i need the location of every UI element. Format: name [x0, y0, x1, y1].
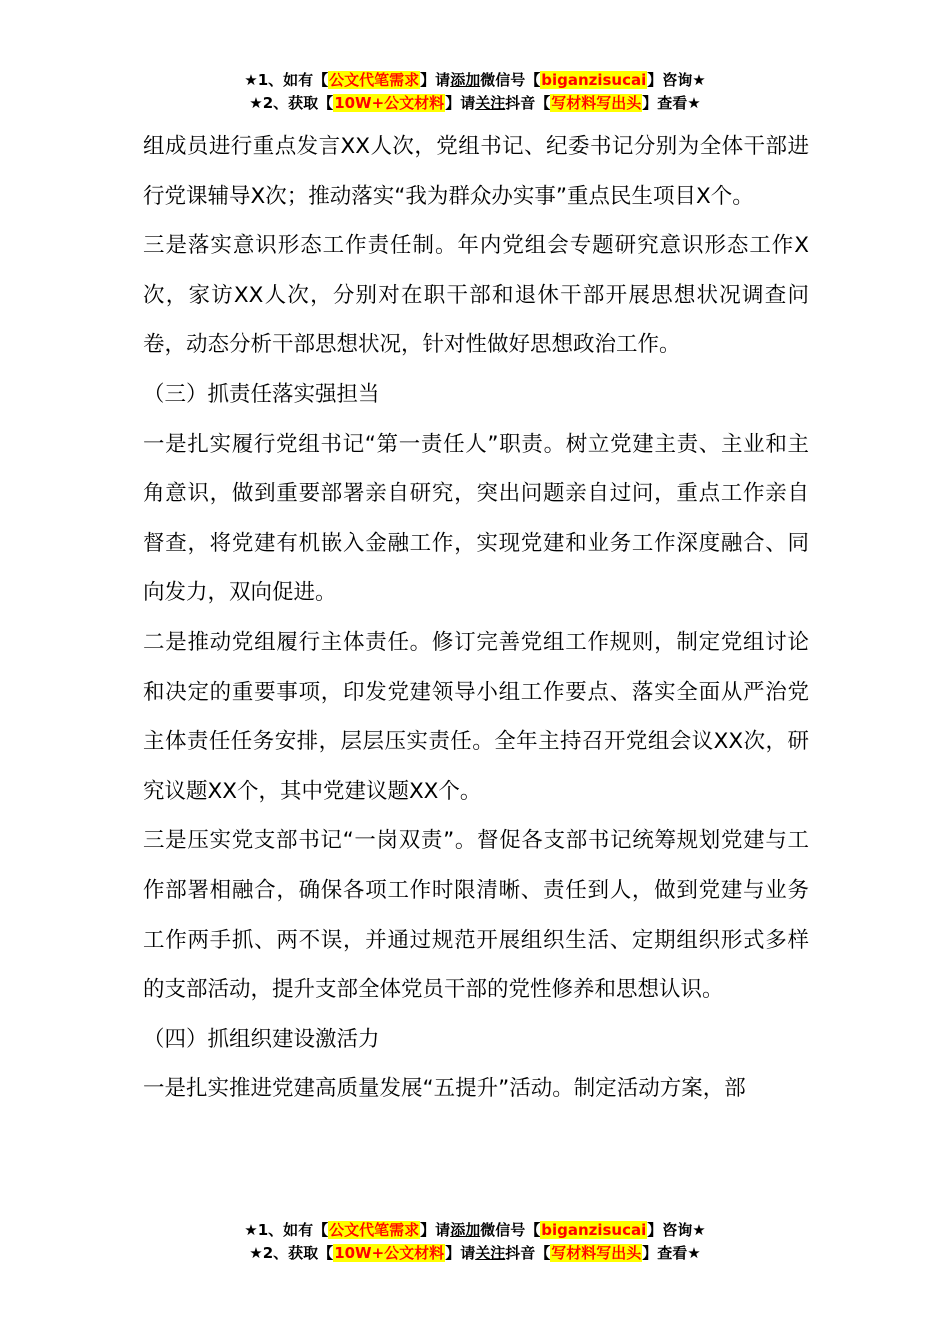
banner-underlined: 关注	[475, 94, 506, 112]
paragraph: 一是扎实履行党组书记“第一责任人”职责。树立党建主责、主业和主角意识，做到重要部署亲自研究，突出问题亲自过问，重点工作亲自督查，将党建有机嵌入金融工作，实现党建和业务工作深度融合、同向发力，双向促进。	[143, 431, 809, 606]
banner-wechat-id: biganzisucai	[541, 71, 647, 89]
document-body	[143, 122, 809, 1114]
banner-text: 】查看★	[642, 1244, 701, 1262]
paragraph: 三是落实意识形态工作责任制。年内党组会专题研究意识形态工作X次，家访XX人次，分别对在职干部和退休干部开展思想状况调查问卷，动态分析干部思想状况，针对性做好思想政治工作。	[143, 233, 809, 358]
section-heading: （三）抓责任落实强担当	[143, 381, 380, 407]
banner-highlight: 10W+公文材料	[334, 1244, 445, 1262]
paragraph: 三是压实党支部书记“一岗双责”。督促各支部书记统筹规划党建与工作部署相融合，确保各项工作时限清晰、责任到人，做到党建与业务工作两手抓、两不误，并通过规范开展组织生活、定期组织形式多样的支部活动，提升支部全体党员干部的党性修养和思想认识。	[143, 828, 809, 1003]
banner-text: 】请	[420, 71, 451, 89]
banner-underlined: 添加	[450, 1221, 481, 1239]
banner-highlight: 10W+公文材料	[334, 94, 445, 112]
banner-text: 】请	[445, 94, 476, 112]
banner-line-2	[0, 92, 950, 115]
banner-highlight: 公文代笔需求	[329, 1221, 420, 1239]
banner-text: ★1、如有【	[244, 1221, 329, 1239]
banner-line-1	[0, 69, 950, 92]
banner-text: ★2、获取【	[249, 94, 334, 112]
banner-underlined: 添加	[450, 71, 481, 89]
paragraph: 一是扎实推进党建高质量发展“五提升”活动。制定活动方案，部	[143, 1076, 746, 1102]
paragraph: 组成员进行重点发言XX人次，党组书记、纪委书记分别为全体干部进行党课辅导X次；推动落实“我为群众办实事”重点民生项目X个。	[143, 134, 809, 209]
paragraph: 二是推动党组履行主体责任。修订完善党组工作规则，制定党组讨论和决定的重要事项，印发党建领导小组工作要点、落实全面从严治党主体责任任务安排，层层压实责任。全年主持召开党组会议XX次，研究议题XX个，其中党建议题XX个。	[143, 629, 809, 804]
banner-highlight: 公文代笔需求	[329, 71, 420, 89]
banner-text: 抖音【	[505, 94, 551, 112]
banner-text: 微信号【	[480, 1221, 541, 1239]
banner-text: 】查看★	[642, 94, 701, 112]
banner-underlined: 关注	[475, 1244, 506, 1262]
section-heading: （四）抓组织建设激活力	[143, 1026, 380, 1052]
footer-banner	[0, 1219, 950, 1265]
banner-line-2	[0, 1242, 950, 1265]
banner-text: 】咨询★	[647, 1221, 706, 1239]
header-banner	[0, 69, 950, 115]
banner-line-1	[0, 1219, 950, 1242]
banner-text: 】咨询★	[647, 71, 706, 89]
banner-text: 】请	[420, 1221, 451, 1239]
banner-text: 抖音【	[505, 1244, 551, 1262]
banner-wechat-id: biganzisucai	[541, 1221, 647, 1239]
banner-douyin-account: 写材料写出头	[551, 1244, 642, 1262]
banner-text: ★2、获取【	[249, 1244, 334, 1262]
banner-douyin-account: 写材料写出头	[551, 94, 642, 112]
banner-text: 微信号【	[480, 71, 541, 89]
banner-text: 】请	[445, 1244, 476, 1262]
banner-text: ★1、如有【	[244, 71, 329, 89]
